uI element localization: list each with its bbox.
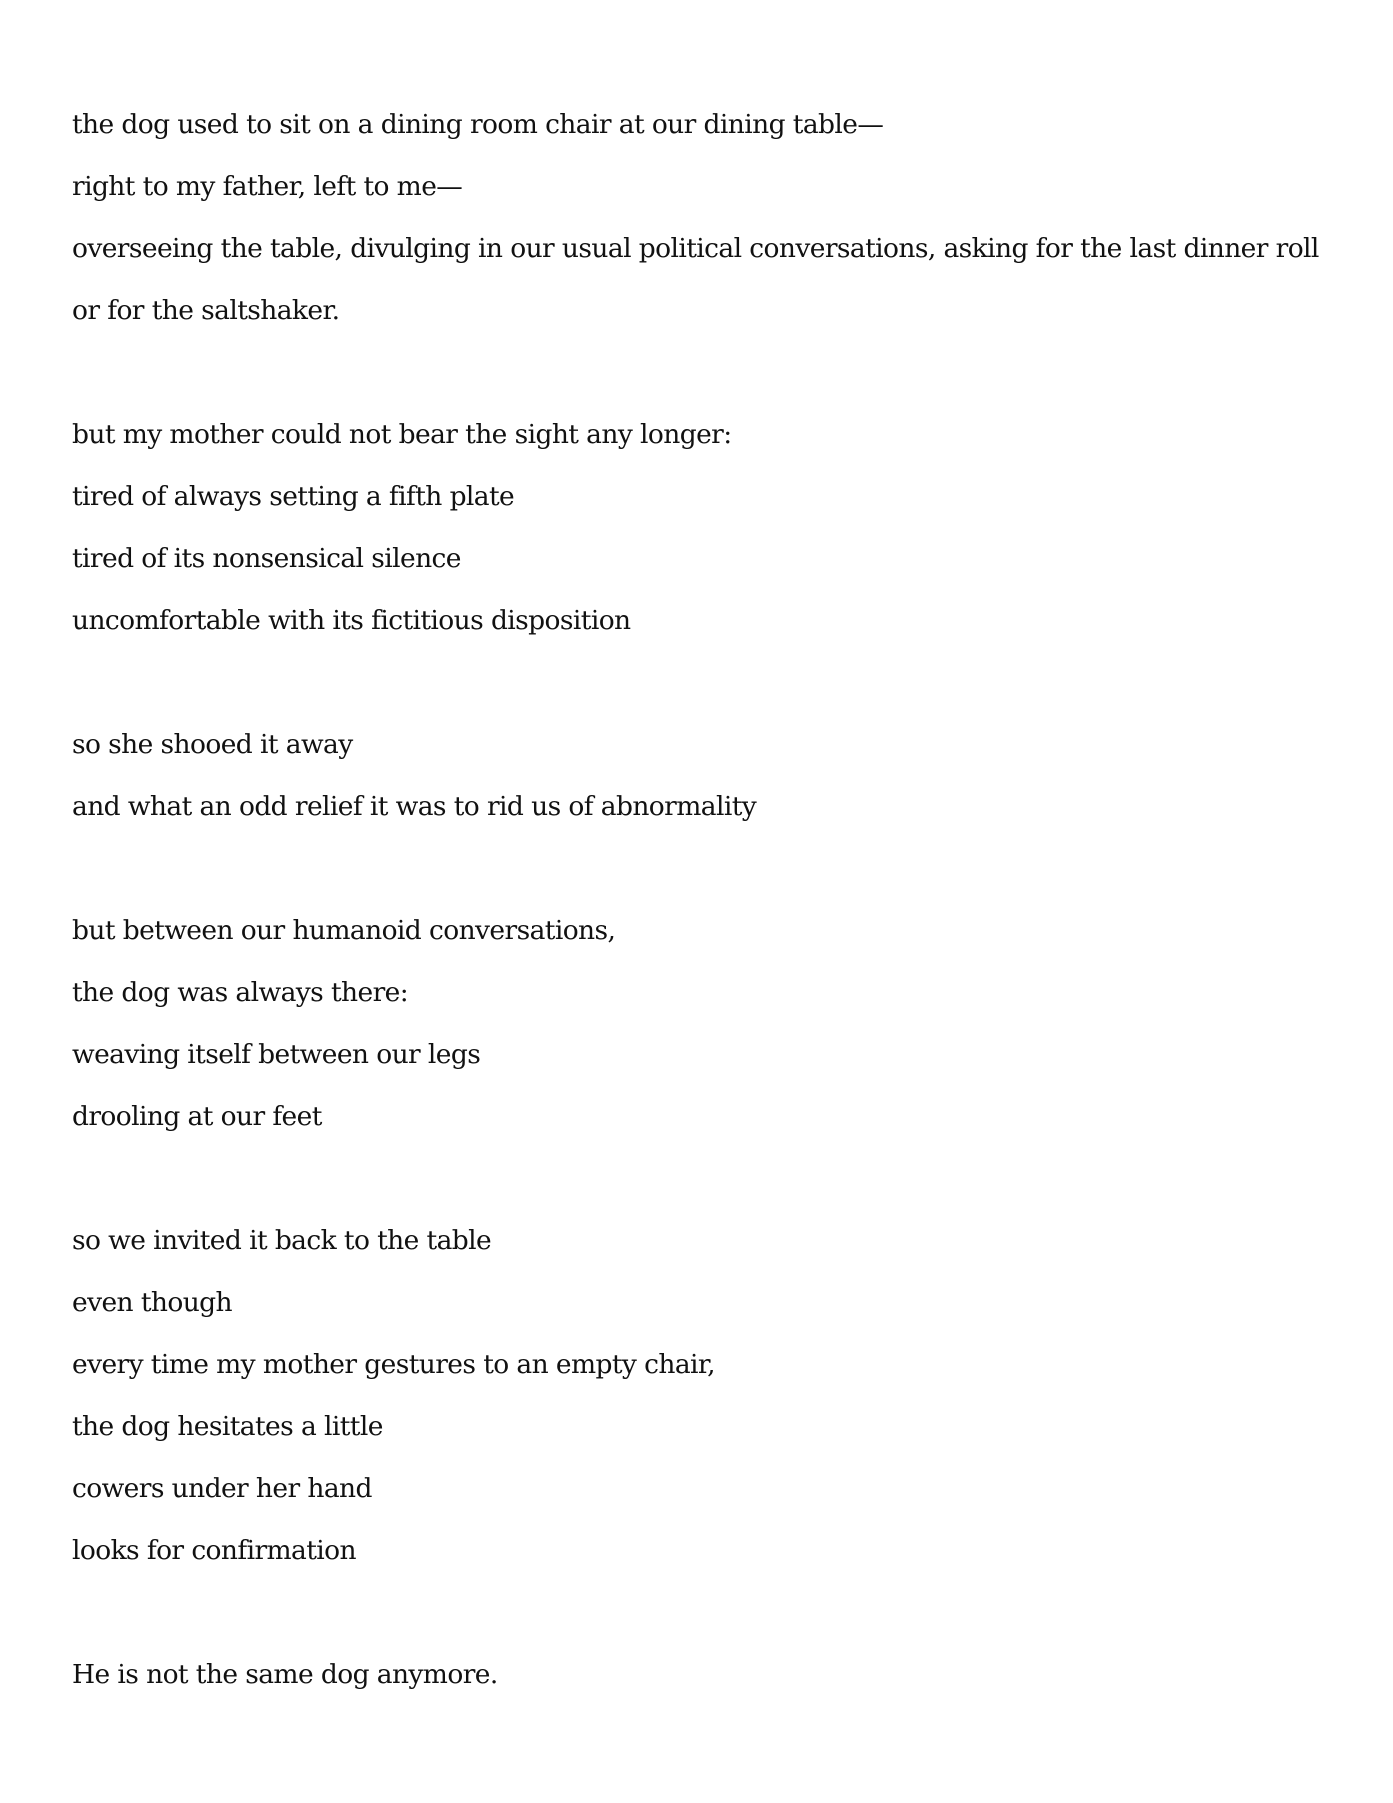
stanza-6 [72,1644,1353,1706]
stanza-5 [72,1210,1353,1582]
poem-line: right to my father, left to me— [72,171,463,202]
stanza-3 [72,714,1353,838]
poem-line: He is not the same dog anymore. [72,1659,498,1690]
stanza-4 [72,900,1353,1148]
poem-line: but between our humanoid conversations, [72,915,616,946]
poem-line: weaving itself between our legs [72,1039,481,1070]
poem-line: every time my mother gestures to an empty chair, [72,1349,715,1380]
poem-line: so she shooed it away [72,729,353,760]
poem-line: tired of always setting a fifth plate [72,481,515,512]
poem-line: tired of its nonsensical silence [72,543,461,574]
poem-line: drooling at our feet [72,1101,322,1132]
poem-line: cowers under her hand [72,1473,372,1504]
poem-line: the dog was always there: [72,977,409,1008]
poem-line: the dog used to sit on a dining room chair at our dining table— [72,109,884,140]
poem-line: looks for confirmation [72,1535,357,1566]
stanza-1 [72,94,1353,342]
stanza-2 [72,404,1353,652]
poem-line: the dog hesitates a little [72,1411,383,1442]
poem-line: and what an odd relief it was to rid us of abnormality [72,791,757,822]
poem-line: overseeing the table, divulging in our usual political conversations, asking for the last dinner roll or for the saltshaker. [72,233,1319,326]
poem-line: so we invited it back to the table [72,1225,492,1256]
poem-line: uncomfortable with its fictitious disposition [72,605,631,636]
poem-line: but my mother could not bear the sight any longer: [72,419,732,450]
poem-line: even though [72,1287,232,1318]
